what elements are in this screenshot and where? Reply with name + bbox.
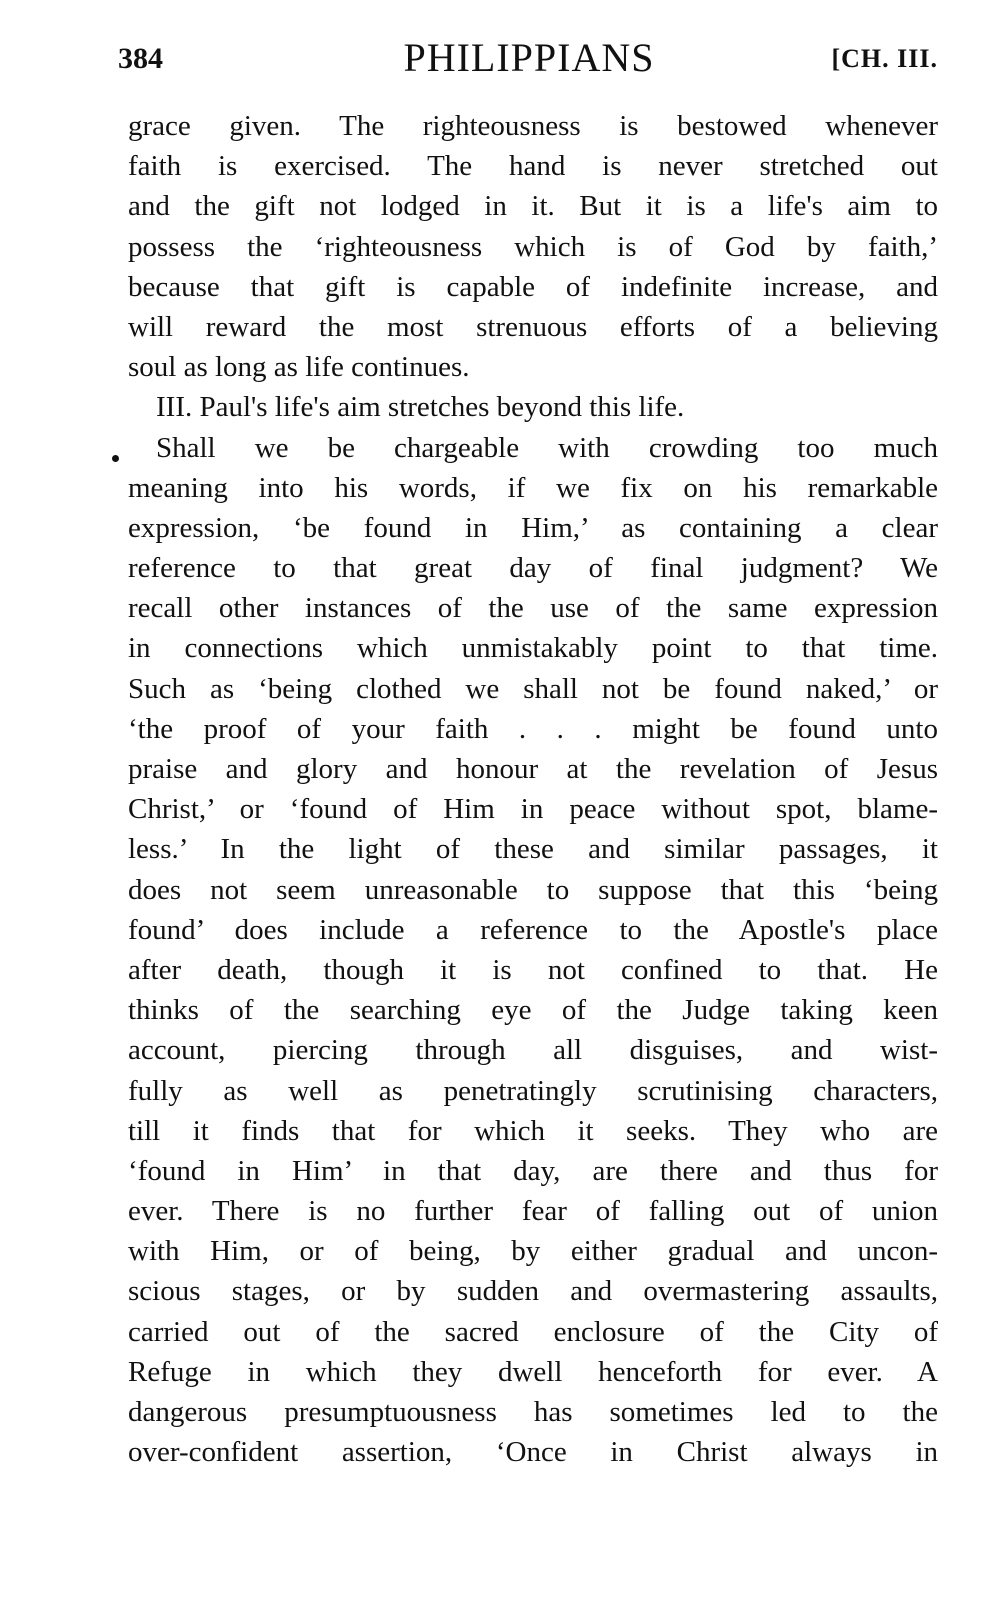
text-line: because that gift is capable of indefinite increase, and	[128, 270, 938, 303]
text-line: meaning into his words, if we fix on his remarkable	[128, 471, 938, 504]
text-line: will reward the most strenuous efforts of a believing	[128, 310, 938, 343]
running-title: PHILIPPIANS	[403, 35, 655, 80]
text-line: scious stages, or by sudden and overmastering assaults,	[128, 1275, 938, 1308]
text-line: faith is exercised. The hand is never stretched out	[128, 150, 938, 183]
text-line: soul as long as life continues.	[128, 351, 470, 384]
text-line: with Him, or of being, by either gradual and uncon-	[128, 1235, 938, 1268]
text-line: recall other instances of the use of the same expression	[128, 592, 938, 625]
text-line: ‘found in Him’ in that day, are there and thus for	[128, 1154, 938, 1187]
text-line: reference to that great day of final judgment? We	[128, 552, 938, 585]
text-line: and the gift not lodged in it. But it is a life's aim to	[128, 190, 938, 223]
text-line: Refuge in which they dwell henceforth for ever. A	[128, 1355, 938, 1388]
text-line: does not seem unreasonable to suppose that this ‘being	[128, 873, 938, 906]
text-line: Christ,’ or ‘found of Him in peace without spot, blame-	[128, 793, 938, 826]
page-number: 384	[118, 42, 163, 75]
chapter-reference: [CH. III.	[831, 44, 938, 73]
text-line: after death, though it is not confined to that. He	[128, 953, 938, 986]
text-line: in connections which unmistakably point to that time.	[128, 632, 938, 665]
text-line: thinks of the searching eye of the Judge taking keen	[128, 994, 938, 1027]
running-head	[118, 34, 940, 86]
text-line: found’ does include a reference to the Apostle's place	[128, 913, 938, 946]
body-text	[128, 106, 938, 1472]
text-line: fully as well as penetratingly scrutinising characters,	[128, 1074, 938, 1107]
text-line: ever. There is no further fear of falling out of union	[128, 1195, 938, 1228]
text-line: over-confident assertion, ‘Once in Christ always in	[128, 1436, 938, 1469]
text-line: grace given. The righteousness is bestowed whenever	[128, 110, 938, 142]
text-line: expression, ‘be found in Him,’ as containing a clear	[128, 511, 938, 544]
text-line: praise and glory and honour at the revelation of Jesus	[128, 753, 938, 785]
text-line: possess the ‘righteousness which is of God by faith,’	[128, 230, 938, 263]
text-line: Such as ‘being clothed we shall not be found naked,’ or	[128, 672, 938, 705]
text-line: ‘the proof of your faith . . . might be found unto	[128, 712, 938, 745]
section-heading: III. Paul's life's aim stretches beyond this life.	[156, 391, 685, 424]
text-line: carried out of the sacred enclosure of the City of	[128, 1315, 938, 1348]
text-line: dangerous presumptuousness has sometimes led to the	[128, 1396, 938, 1428]
text-line: less.’ In the light of these and similar passages, it	[128, 833, 938, 866]
margin-mark	[112, 455, 119, 462]
text-line: account, piercing through all disguises, and wist-	[128, 1034, 938, 1067]
text-line: Shall we be chargeable with crowding too much	[156, 431, 938, 464]
text-line: till it finds that for which it seeks. They who are	[128, 1114, 938, 1147]
